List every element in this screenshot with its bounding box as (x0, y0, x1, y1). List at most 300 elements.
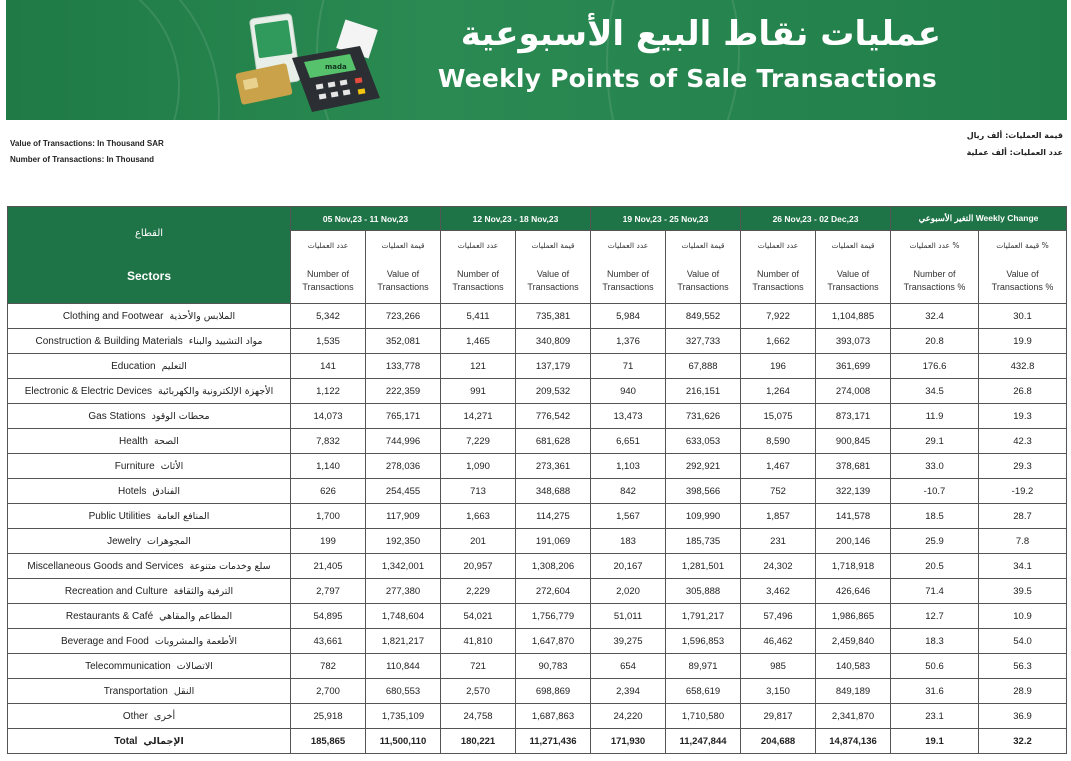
value-cell: 191,069 (516, 529, 591, 554)
value-cell: 2,229 (441, 579, 516, 604)
value-cell: 51,011 (591, 604, 666, 629)
value-cell: 41,810 (441, 629, 516, 654)
sector-name-english: Transportation (103, 685, 168, 697)
value-cell: 1,281,501 (666, 554, 741, 579)
value-cell: 231 (741, 529, 816, 554)
sector-name-arabic: سلع وخدمات متنوعة (189, 560, 271, 572)
value-cell: 11,247,844 (666, 729, 741, 754)
subheader-english: Transactions % (991, 281, 1054, 292)
value-cell: 5,342 (291, 304, 366, 329)
sector-name-arabic: الإجمالي (143, 735, 184, 747)
pos-transactions-table (7, 206, 1067, 754)
week-header-row (8, 207, 1067, 231)
value-cell: 849,189 (816, 679, 891, 704)
sector-name-cell (8, 404, 291, 429)
value-cell: 352,081 (366, 329, 441, 354)
subheader-english: Transactions (452, 281, 504, 292)
value-cell: 7.8 (979, 529, 1067, 554)
table-row (8, 604, 1067, 629)
sector-name-english: Construction & Building Materials (35, 335, 183, 347)
value-cell: 721 (441, 654, 516, 679)
sector-name-cell (8, 654, 291, 679)
value-cell: 1,535 (291, 329, 366, 354)
subheader-english: Transactions (527, 281, 579, 292)
value-cell: 1,122 (291, 379, 366, 404)
banner-title-english: Weekly Points of Sale Transactions (437, 64, 937, 93)
value-cell: 1,735,109 (366, 704, 441, 729)
value-cell: 192,350 (366, 529, 441, 554)
subheader-english: Value of (386, 268, 420, 279)
value-cell: 25.9 (891, 529, 979, 554)
subheader-arabic: قيمة العمليات (381, 240, 425, 250)
sector-name-arabic: أخرى (153, 710, 176, 722)
value-cell: 1,687,863 (516, 704, 591, 729)
value-cell: 133,778 (366, 354, 441, 379)
sector-name-cell (8, 529, 291, 554)
value-cell: 398,566 (666, 479, 741, 504)
value-cell: 776,542 (516, 404, 591, 429)
value-cell: 1,710,580 (666, 704, 741, 729)
value-cell: 183 (591, 529, 666, 554)
value-cell: 378,681 (816, 454, 891, 479)
value-cell: 5,984 (591, 304, 666, 329)
table-body (8, 304, 1067, 754)
units-value-english: Value of Transactions: In Thousand SAR (10, 139, 164, 148)
subheader-english: Transactions (827, 281, 879, 292)
sector-name-arabic: الأجهزة الإلكترونية والكهربائية (158, 385, 274, 397)
value-cell: 114,275 (516, 504, 591, 529)
value-cell: 1,090 (441, 454, 516, 479)
value-cell: 735,381 (516, 304, 591, 329)
sector-header-english: Sectors (126, 268, 172, 283)
value-cell: 18.3 (891, 629, 979, 654)
value-cell: 1,308,206 (516, 554, 591, 579)
units-value-arabic: قيمة العمليات: ألف ريال (966, 131, 1063, 140)
value-cell: 15,075 (741, 404, 816, 429)
value-cell: 654 (591, 654, 666, 679)
sector-name-arabic: الأثاث (160, 460, 184, 472)
value-cell: 1,718,918 (816, 554, 891, 579)
sector-name-cell (8, 579, 291, 604)
sector-name-cell (8, 679, 291, 704)
table-row (8, 404, 1067, 429)
value-cell: 185,865 (291, 729, 366, 754)
value-cell: 292,921 (666, 454, 741, 479)
value-cell: -19.2 (979, 479, 1067, 504)
value-cell: 36.9 (979, 704, 1067, 729)
sector-column-header (8, 207, 291, 304)
value-cell: 20,957 (441, 554, 516, 579)
sector-name-cell (8, 379, 291, 404)
sector-name-cell (8, 429, 291, 454)
sector-name-english: Gas Stations (88, 410, 146, 422)
value-cell: 2,341,870 (816, 704, 891, 729)
value-cell: 361,699 (816, 354, 891, 379)
value-of-transactions-header (816, 231, 891, 304)
value-cell: 432.8 (979, 354, 1067, 379)
value-cell: 782 (291, 654, 366, 679)
value-cell: 137,179 (516, 354, 591, 379)
table-row (8, 629, 1067, 654)
sector-name-english: Public Utilities (88, 510, 151, 522)
sector-name-arabic: الملابس والأحذية (169, 310, 236, 322)
sector-name-english: Miscellaneous Goods and Services (27, 560, 184, 572)
value-cell: 272,604 (516, 579, 591, 604)
value-cell: 196 (741, 354, 816, 379)
week-2-header: 12 Nov,23 - 18 Nov,23 (441, 207, 591, 231)
subheader-arabic: عدد العمليات % (909, 240, 960, 250)
terminal-logo-text: mada (325, 63, 347, 71)
decor-arc (6, 0, 180, 120)
value-cell: 141 (291, 354, 366, 379)
value-cell: 1,103 (591, 454, 666, 479)
sector-name-cell (8, 729, 291, 754)
value-cell: 33.0 (891, 454, 979, 479)
value-cell: 985 (741, 654, 816, 679)
sector-name-english: Restaurants & Café (65, 610, 154, 622)
subheader-english: Transactions (752, 281, 804, 292)
value-cell: 3,462 (741, 579, 816, 604)
week-4-header: 26 Nov,23 - 02 Dec,23 (741, 207, 891, 231)
value-cell: 849,552 (666, 304, 741, 329)
value-cell: 42.3 (979, 429, 1067, 454)
value-cell: 842 (591, 479, 666, 504)
value-cell: 34.1 (979, 554, 1067, 579)
week-1-header: 05 Nov,23 - 11 Nov,23 (291, 207, 441, 231)
value-cell: 54.0 (979, 629, 1067, 654)
number-change-pct-header (891, 231, 979, 304)
total-row (8, 729, 1067, 754)
value-cell: 723,266 (366, 304, 441, 329)
value-cell: 14,271 (441, 404, 516, 429)
sector-name-arabic: الفنادق (152, 485, 181, 497)
value-cell: 1,264 (741, 379, 816, 404)
value-of-transactions-header (516, 231, 591, 304)
value-cell: 7,229 (441, 429, 516, 454)
value-cell: 277,380 (366, 579, 441, 604)
table-row (8, 579, 1067, 604)
value-cell: 54,021 (441, 604, 516, 629)
number-of-transactions-header (441, 231, 516, 304)
subheader-arabic: عدد العمليات (307, 240, 349, 250)
sector-name-arabic: الترفية والثقافة (173, 585, 234, 597)
sector-name-english: Health (119, 435, 148, 447)
value-cell: 2,459,840 (816, 629, 891, 654)
value-cell: 12.7 (891, 604, 979, 629)
value-cell: 20.5 (891, 554, 979, 579)
units-number-english: Number of Transactions: In Thousand (10, 155, 155, 164)
value-cell: 11.9 (891, 404, 979, 429)
value-cell: 201 (441, 529, 516, 554)
value-cell: 32.2 (979, 729, 1067, 754)
sector-name-arabic: الاتصالات (176, 660, 213, 672)
value-cell: 765,171 (366, 404, 441, 429)
value-cell: 7,922 (741, 304, 816, 329)
value-cell: 1,748,604 (366, 604, 441, 629)
value-cell: 1,376 (591, 329, 666, 354)
value-cell: 43,661 (291, 629, 366, 654)
value-cell: 46,462 (741, 629, 816, 654)
value-cell: 109,990 (666, 504, 741, 529)
header-banner (6, 0, 1067, 120)
table-row (8, 429, 1067, 454)
subheader-english: Transactions (302, 281, 354, 292)
sector-name-arabic: النقل (173, 685, 195, 697)
subheader-english: Transactions % (903, 281, 966, 292)
subheader-english: Transactions (377, 281, 429, 292)
value-cell: 20,167 (591, 554, 666, 579)
value-cell: 24,220 (591, 704, 666, 729)
value-cell: 713 (441, 479, 516, 504)
value-cell: 1,663 (441, 504, 516, 529)
table-row (8, 379, 1067, 404)
value-cell: 13,473 (591, 404, 666, 429)
value-cell: 20.8 (891, 329, 979, 354)
value-cell: 28.9 (979, 679, 1067, 704)
value-cell: 1,467 (741, 454, 816, 479)
value-cell: 31.6 (891, 679, 979, 704)
value-cell: 39,275 (591, 629, 666, 654)
value-cell: 117,909 (366, 504, 441, 529)
value-cell: 327,733 (666, 329, 741, 354)
value-cell: 14,073 (291, 404, 366, 429)
sector-name-english: Clothing and Footwear (62, 310, 164, 322)
table-row (8, 679, 1067, 704)
value-cell: 18.5 (891, 504, 979, 529)
value-cell: 19.3 (979, 404, 1067, 429)
sector-name-english: Education (111, 360, 156, 372)
table-row (8, 329, 1067, 354)
value-cell: 50.6 (891, 654, 979, 679)
pos-terminal-illustration (232, 6, 392, 114)
weekly-change-header: التغير الأسبوعي Weekly Change (891, 207, 1067, 231)
value-cell: 180,221 (441, 729, 516, 754)
week-3-header: 19 Nov,23 - 25 Nov,23 (591, 207, 741, 231)
value-cell: 2,394 (591, 679, 666, 704)
value-cell: 1,104,885 (816, 304, 891, 329)
value-cell: 28.7 (979, 504, 1067, 529)
value-cell: 900,845 (816, 429, 891, 454)
value-cell: 209,532 (516, 379, 591, 404)
value-cell: 626 (291, 479, 366, 504)
value-cell: 10.9 (979, 604, 1067, 629)
sector-name-english: Beverage and Food (60, 635, 149, 647)
value-cell: 24,302 (741, 554, 816, 579)
table-row (8, 454, 1067, 479)
number-of-transactions-header (291, 231, 366, 304)
subheader-english: Value of (536, 268, 570, 279)
value-cell: 1,342,001 (366, 554, 441, 579)
value-cell: 67,888 (666, 354, 741, 379)
sector-name-cell (8, 454, 291, 479)
value-cell: 1,140 (291, 454, 366, 479)
subheader-english: Number of (756, 268, 800, 279)
value-cell: 199 (291, 529, 366, 554)
sector-name-cell (8, 629, 291, 654)
value-cell: 426,646 (816, 579, 891, 604)
value-cell: 19.9 (979, 329, 1067, 354)
value-cell: 23.1 (891, 704, 979, 729)
value-cell: 176.6 (891, 354, 979, 379)
number-of-transactions-header (591, 231, 666, 304)
subheader-arabic: عدد العمليات (457, 240, 499, 250)
value-change-pct-header (979, 231, 1067, 304)
value-cell: 305,888 (666, 579, 741, 604)
subheader-english: Number of (913, 268, 956, 279)
banner-title-arabic: عمليات نقاط البيع الأسبوعية (460, 14, 941, 54)
value-of-transactions-header (666, 231, 741, 304)
value-cell: 140,583 (816, 654, 891, 679)
number-of-transactions-header (741, 231, 816, 304)
value-cell: 1,857 (741, 504, 816, 529)
value-cell: 3,150 (741, 679, 816, 704)
value-cell: 57,496 (741, 604, 816, 629)
value-cell: 2,020 (591, 579, 666, 604)
sector-name-cell (8, 479, 291, 504)
value-cell: 322,139 (816, 479, 891, 504)
value-cell: 26.8 (979, 379, 1067, 404)
value-cell: 204,688 (741, 729, 816, 754)
value-cell: 222,359 (366, 379, 441, 404)
value-cell: 29,817 (741, 704, 816, 729)
value-cell: 71 (591, 354, 666, 379)
sector-name-english: Furniture (114, 460, 155, 472)
value-cell: 681,628 (516, 429, 591, 454)
value-cell: 24,758 (441, 704, 516, 729)
sector-name-cell (8, 329, 291, 354)
sector-name-english: Jewelry (107, 535, 141, 547)
value-cell: 254,455 (366, 479, 441, 504)
value-cell: 940 (591, 379, 666, 404)
value-cell: 731,626 (666, 404, 741, 429)
value-cell: 7,832 (291, 429, 366, 454)
value-cell: 680,553 (366, 679, 441, 704)
sector-name-english: Telecommunication (85, 660, 171, 672)
value-cell: 6,651 (591, 429, 666, 454)
value-of-transactions-header (366, 231, 441, 304)
value-cell: 89,971 (666, 654, 741, 679)
table-row (8, 529, 1067, 554)
value-cell: 25,918 (291, 704, 366, 729)
sector-name-arabic: المطاعم والمقاهي (159, 610, 233, 622)
sector-name-arabic: محطات الوقود (151, 410, 210, 422)
sector-name-arabic: المجوهرات (147, 535, 191, 547)
value-cell: 21,405 (291, 554, 366, 579)
value-cell: 348,688 (516, 479, 591, 504)
sector-name-cell (8, 504, 291, 529)
table-row (8, 304, 1067, 329)
value-cell: 14,874,136 (816, 729, 891, 754)
value-cell: 216,151 (666, 379, 741, 404)
value-cell: 1,986,865 (816, 604, 891, 629)
value-cell: 1,647,870 (516, 629, 591, 654)
value-cell: 393,073 (816, 329, 891, 354)
value-cell: 1,821,217 (366, 629, 441, 654)
sector-name-arabic: مواد التشييد والبناء (188, 335, 263, 347)
value-cell: 1,700 (291, 504, 366, 529)
subheader-english: Number of (606, 268, 650, 279)
value-cell: 273,361 (516, 454, 591, 479)
subheader-arabic: قيمة العمليات (531, 240, 575, 250)
value-cell: 90,783 (516, 654, 591, 679)
value-cell: 54,895 (291, 604, 366, 629)
sector-name-cell (8, 304, 291, 329)
value-cell: 1,791,217 (666, 604, 741, 629)
value-cell: 873,171 (816, 404, 891, 429)
subheader-english: Number of (306, 268, 350, 279)
sector-name-english: Recreation and Culture (64, 585, 168, 597)
units-number-arabic: عدد العمليات: ألف عملية (966, 148, 1063, 157)
value-cell: 1,596,853 (666, 629, 741, 654)
value-cell: 5,411 (441, 304, 516, 329)
sector-name-arabic: الأطعمة والمشروبات (154, 635, 238, 647)
value-cell: 1,567 (591, 504, 666, 529)
value-cell: 121 (441, 354, 516, 379)
value-cell: 34.5 (891, 379, 979, 404)
subheader-english: Value of (836, 268, 870, 279)
value-cell: 2,797 (291, 579, 366, 604)
table-row (8, 354, 1067, 379)
value-cell: 19.1 (891, 729, 979, 754)
subheader-english: Transactions (677, 281, 729, 292)
sector-name-english: Electronic & Electric Devices (24, 385, 153, 397)
value-cell: 1,662 (741, 329, 816, 354)
sector-name-cell (8, 604, 291, 629)
subheader-arabic: قيمة العمليات % (996, 240, 1049, 250)
value-cell: 32.4 (891, 304, 979, 329)
sector-name-english: Total (114, 735, 138, 747)
value-cell: 1,465 (441, 329, 516, 354)
value-cell: 698,869 (516, 679, 591, 704)
sector-name-cell (8, 704, 291, 729)
sector-name-cell (8, 554, 291, 579)
value-cell: 274,008 (816, 379, 891, 404)
value-cell: 2,700 (291, 679, 366, 704)
subheader-english: Value of (1006, 268, 1039, 279)
table-row (8, 654, 1067, 679)
subheader-english: Transactions (602, 281, 654, 292)
table-row (8, 554, 1067, 579)
value-cell: 752 (741, 479, 816, 504)
value-cell: 141,578 (816, 504, 891, 529)
table-row (8, 704, 1067, 729)
value-cell: 278,036 (366, 454, 441, 479)
sector-header-arabic: القطاع (134, 227, 164, 239)
table-row (8, 479, 1067, 504)
value-cell: 11,271,436 (516, 729, 591, 754)
value-cell: 71.4 (891, 579, 979, 604)
value-cell: 744,996 (366, 429, 441, 454)
subheader-arabic: قيمة العمليات (831, 240, 875, 250)
subheader-arabic: عدد العمليات (757, 240, 799, 250)
value-cell: 29.3 (979, 454, 1067, 479)
value-cell: 633,053 (666, 429, 741, 454)
sector-name-arabic: المنافع العامة (156, 510, 210, 522)
value-cell: -10.7 (891, 479, 979, 504)
sector-name-english: Other (122, 710, 148, 722)
value-cell: 2,570 (441, 679, 516, 704)
value-cell: 171,930 (591, 729, 666, 754)
value-cell: 8,590 (741, 429, 816, 454)
value-cell: 200,146 (816, 529, 891, 554)
value-cell: 185,735 (666, 529, 741, 554)
value-cell: 1,756,779 (516, 604, 591, 629)
sector-name-cell (8, 354, 291, 379)
subheader-arabic: قيمة العمليات (681, 240, 725, 250)
sector-name-arabic: الصحة (153, 435, 179, 447)
value-cell: 658,619 (666, 679, 741, 704)
table-row (8, 504, 1067, 529)
